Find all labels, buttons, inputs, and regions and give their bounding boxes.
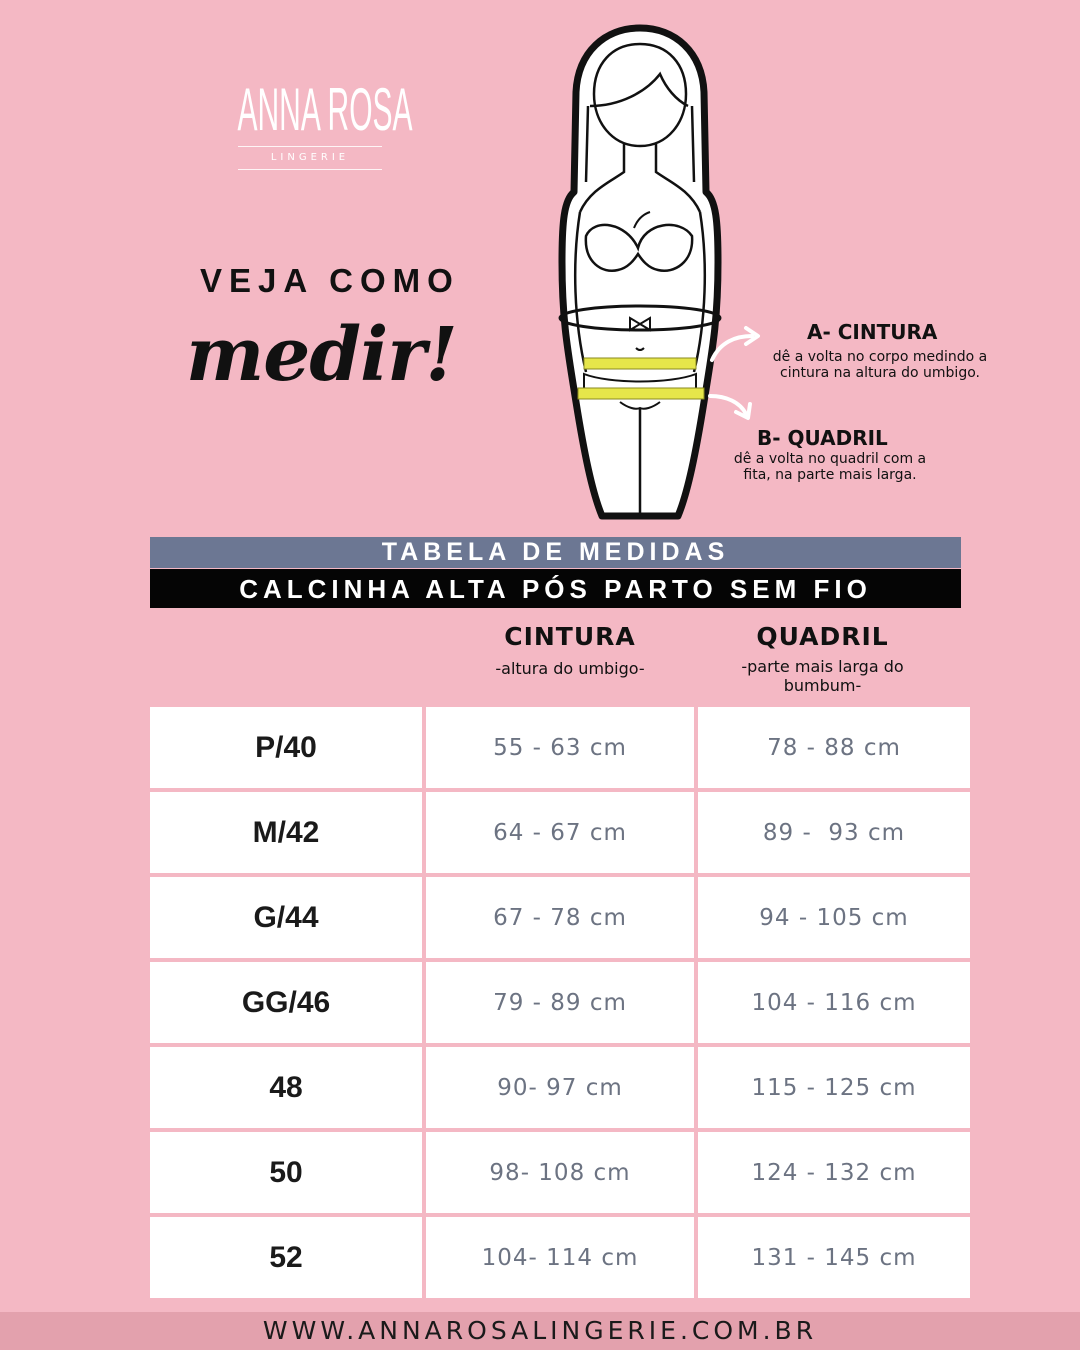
- table-subtitle-bar: CALCINHA ALTA PÓS PARTO SEM FIO: [150, 569, 961, 608]
- size-cell: 52: [150, 1217, 422, 1298]
- cintura-cell: 79 - 89 cm: [426, 962, 694, 1043]
- table-row: [150, 1132, 970, 1213]
- annotation-cintura-text: dê a volta no corpo medindo a cintura na altura do umbigo.: [772, 349, 988, 381]
- cintura-cell: 67 - 78 cm: [426, 877, 694, 958]
- column-subtitle-cintura: -altura do umbigo-: [495, 659, 645, 678]
- table-title-bar: TABELA DE MEDIDAS: [150, 537, 961, 568]
- size-cell: GG/46: [150, 962, 422, 1043]
- measuring-tape-icon: [584, 358, 696, 369]
- logo-divider-bottom: [238, 169, 382, 170]
- quadril-cell: 78 - 88 cm: [698, 707, 970, 788]
- quadril-cell: 115 - 125 cm: [698, 1047, 970, 1128]
- table-row: [150, 1217, 970, 1298]
- website-url[interactable]: WWW.ANNAROSALINGERIE.COM.BR: [0, 1312, 1080, 1350]
- table-row: [150, 877, 970, 958]
- table-row: [150, 1047, 970, 1128]
- brand-name: ANNA ROSA: [237, 76, 413, 143]
- column-header-cintura: [440, 622, 700, 678]
- quadril-cell: 131 - 145 cm: [698, 1217, 970, 1298]
- quadril-cell: 94 - 105 cm: [698, 877, 970, 958]
- quadril-cell: 124 - 132 cm: [698, 1132, 970, 1213]
- table-row: [150, 707, 970, 788]
- logo-divider-top: [238, 146, 382, 147]
- cintura-cell: 104- 114 cm: [426, 1217, 694, 1298]
- annotation-quadril-title: B- QUADRIL: [757, 426, 888, 450]
- heading-line1: VEJA COMO: [200, 262, 460, 299]
- size-cell: 50: [150, 1132, 422, 1213]
- body-outline-icon: [550, 22, 730, 522]
- column-title-quadril: QUADRIL: [756, 622, 889, 651]
- cintura-cell: 98- 108 cm: [426, 1132, 694, 1213]
- table-row: [150, 792, 970, 873]
- column-subtitle-quadril: -parte mais larga do bumbum-: [741, 657, 904, 695]
- cintura-cell: 64 - 67 cm: [426, 792, 694, 873]
- cintura-cell: 55 - 63 cm: [426, 707, 694, 788]
- annotation-quadril-text: dê a volta no quadril com a fita, na parte mais larga.: [733, 451, 927, 483]
- column-title-cintura: CINTURA: [504, 622, 636, 651]
- column-header-quadril: [700, 622, 945, 695]
- size-cell: G/44: [150, 877, 422, 958]
- table-row: [150, 962, 970, 1043]
- size-cell: 48: [150, 1047, 422, 1128]
- size-cell: P/40: [150, 707, 422, 788]
- heading-line2: medir!: [186, 312, 457, 398]
- quadril-cell: 89 - 93 cm: [698, 792, 970, 873]
- size-cell: M/42: [150, 792, 422, 873]
- cintura-cell: 90- 97 cm: [426, 1047, 694, 1128]
- annotation-cintura-title: A- CINTURA: [807, 320, 938, 344]
- brand-subtitle: LINGERIE: [270, 152, 350, 163]
- size-table: [150, 707, 970, 1302]
- quadril-cell: 104 - 116 cm: [698, 962, 970, 1043]
- brand-logo: [237, 76, 413, 170]
